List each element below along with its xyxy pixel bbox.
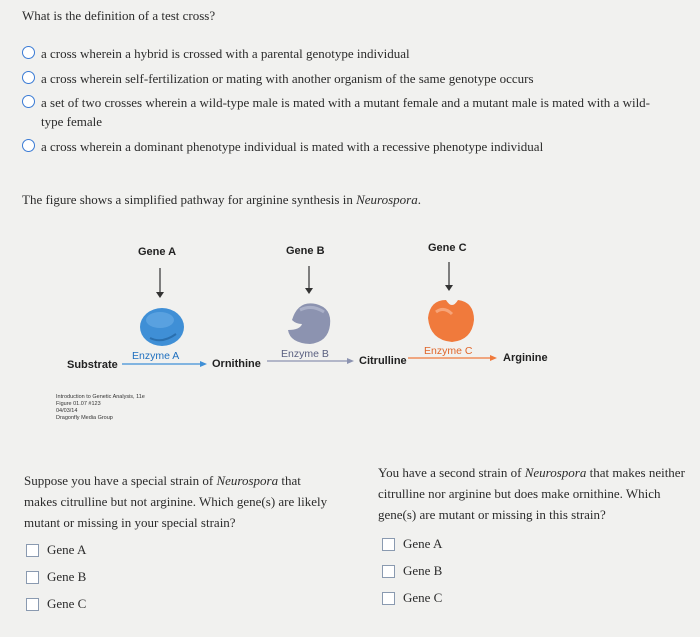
figure-title: The figure shows a simplified pathway for arginine synthesis in Neurospora. [22, 192, 421, 207]
compound-citrulline: Citrulline [359, 355, 407, 367]
compound-substrate: Substrate [67, 359, 118, 371]
q2-choice-gene-b[interactable] [26, 569, 86, 585]
figure-caption: Introduction to Genetic Analysis, 11e Figure 01.07 #123 04/03/14 Dragonfly Media Group [56, 394, 145, 421]
q3-choice-gene-c[interactable] [382, 590, 442, 606]
question-2-text: Suppose you have a special strain of Neurospora that makes citrulline but not arginine. Which gene(s) are likely mutant or missing in your special strain? [24, 473, 328, 530]
question-1-title: What is the definition of a test cross? [22, 8, 216, 23]
choice-label: Gene A [403, 536, 443, 551]
enzyme-c-label: Enzyme C [424, 345, 473, 357]
option-label: a set of two crosses wherein a wild-type male is mated with a mutant female and a mutant male is mated with a wild-type female [41, 95, 651, 129]
checkbox[interactable] [26, 571, 39, 584]
compound-ornithine: Ornithine [212, 358, 261, 370]
enzyme-b-shape [288, 303, 330, 344]
enzyme-a-shape [140, 308, 184, 346]
reaction-arrowhead-a [200, 361, 207, 367]
gene-c-label: Gene C [428, 242, 467, 254]
reaction-arrowhead-c [490, 355, 497, 361]
question-3-text: You have a second strain of Neurospora that makes neither citrulline nor arginine but does make ornithine. Which gene(s) are mutant or missing in this strain? [378, 465, 685, 522]
option-label: a cross wherein self-fertilization or mating with another organism of the same genotype occurs [41, 71, 534, 86]
checkbox[interactable] [382, 592, 395, 605]
enzyme-a-label: Enzyme A [132, 350, 180, 362]
option-1[interactable] [22, 44, 661, 63]
enzyme-b-label: Enzyme B [281, 348, 329, 360]
checkbox[interactable] [26, 598, 39, 611]
checkbox[interactable] [26, 544, 39, 557]
q3-choice-gene-b[interactable] [382, 563, 442, 579]
choice-label: Gene C [403, 590, 443, 605]
gene-a-arrow [156, 268, 164, 298]
enzyme-c-shape [428, 300, 474, 342]
option-label: a cross wherein a hybrid is crossed with a parental genotype individual [41, 46, 410, 61]
option-2[interactable] [22, 69, 661, 88]
reaction-arrowhead-b [347, 358, 354, 364]
q2-choice-gene-a[interactable] [26, 542, 86, 558]
gene-b-label: Gene B [286, 245, 325, 257]
organism-name: Neurospora [356, 192, 418, 207]
gene-a-label: Gene A [138, 246, 177, 258]
q3-choice-gene-a[interactable] [382, 536, 442, 552]
compound-arginine: Arginine [503, 352, 548, 364]
q2-choice-gene-c[interactable] [26, 596, 86, 612]
gene-c-arrow [445, 262, 453, 291]
choice-label: Gene B [403, 563, 443, 578]
option-3[interactable] [22, 93, 661, 131]
radio-button[interactable] [22, 46, 35, 59]
radio-button[interactable] [22, 71, 35, 84]
choice-label: Gene B [47, 569, 87, 584]
gene-b-arrow [305, 266, 313, 294]
radio-button[interactable] [22, 139, 35, 152]
checkbox[interactable] [382, 538, 395, 551]
pathway-diagram [0, 230, 700, 390]
choice-label: Gene A [47, 542, 87, 557]
option-label: a cross wherein a dominant phenotype individual is mated with a recessive phenotype individual [41, 139, 544, 154]
option-4[interactable] [22, 137, 661, 156]
checkbox[interactable] [382, 565, 395, 578]
choice-label: Gene C [47, 596, 87, 611]
radio-button[interactable] [22, 95, 35, 108]
